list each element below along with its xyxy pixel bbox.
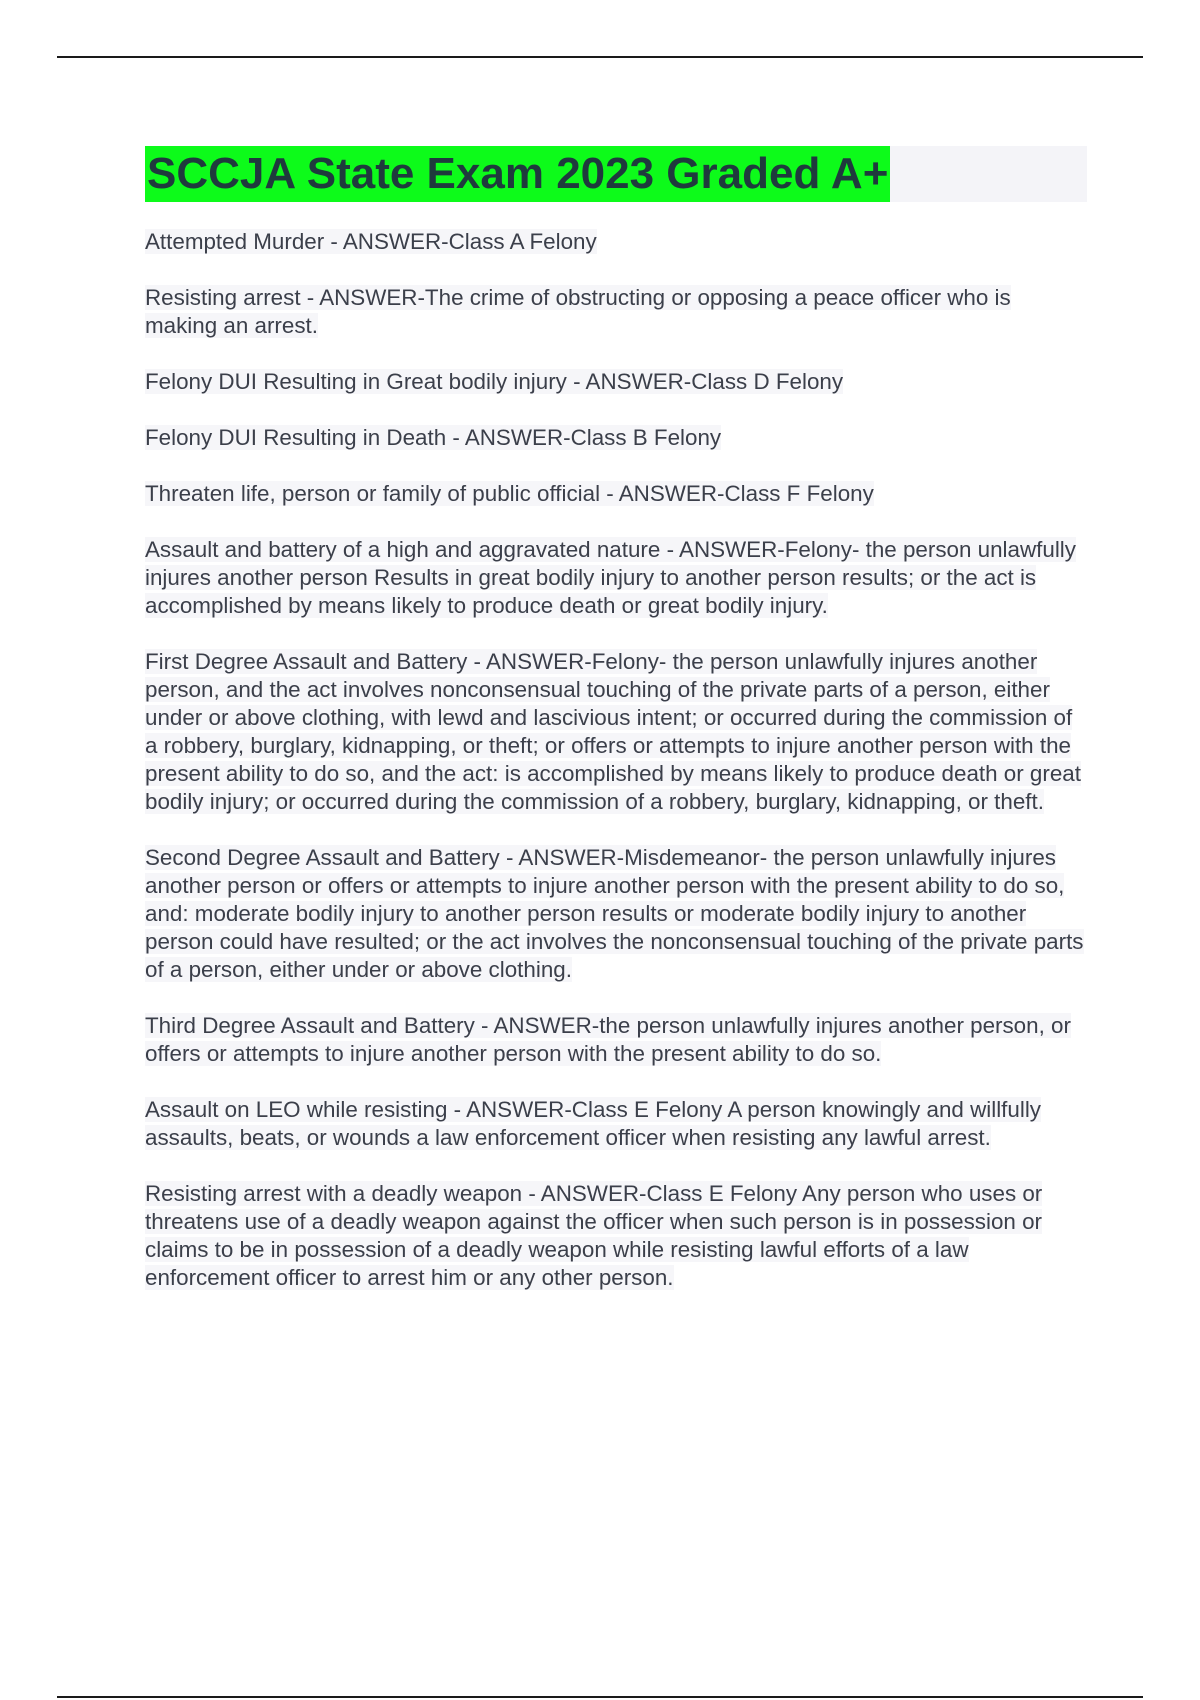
qa-entry: Resisting arrest with a deadly weapon - ANSWER-Class E Felony Any person who uses or threatens use of a deadly weapon against the officer when such person is in possession or claims to be in possession of a deadly weapon while resisting lawful efforts of a law enforcement officer to arrest him or any other person. (145, 1181, 1043, 1290)
qa-entry: First Degree Assault and Battery - ANSWER-Felony- the person unlawfully injures another person, and the act involves nonconsensual touching of the private parts of a person, either under or above clothing, with lewd and lascivious intent; or occurred during the commission of a robbery, burglary, kidnapping, or theft; or offers or attempts to injure another person with the present ability to do so, and the act: is accomplished by means likely to produce death or great bodily injury; or occurred during the commission of a robbery, burglary, kidnapping, or theft. (145, 649, 1081, 814)
qa-entry: Felony DUI Resulting in Great bodily injury - ANSWER-Class D Felony (145, 369, 844, 394)
qa-entry: Third Degree Assault and Battery - ANSWER-the person unlawfully injures another person, or offers or attempts to injure another person with the present ability to do so. (145, 1013, 1071, 1066)
qa-entry: Assault on LEO while resisting - ANSWER-Class E Felony A person knowingly and willfully assaults, beats, or wounds a law enforcement officer when resisting any lawful arrest. (145, 1097, 1041, 1150)
qa-entry: Second Degree Assault and Battery - ANSWER-Misdemeanor- the person unlawfully injures another person or offers or attempts to injure another person with the present ability to do so, and: moderate bodily injury to another person results or moderate bodily injury to another person could have resulted; or the act involves the nonconsensual touching of the private parts of a person, either under or above clothing. (145, 845, 1084, 982)
bottom-rule (57, 1696, 1143, 1698)
document-body (145, 146, 1087, 1320)
qa-entry: Assault and battery of a high and aggravated nature - ANSWER-Felony- the person unlawfully injures another person Results in great bodily injury to another person results; or the act is accomplished by means likely to produce death or great bodily injury. (145, 537, 1076, 618)
qa-entry: Threaten life, person or family of public official - ANSWER-Class F Felony (145, 481, 874, 506)
top-rule (57, 56, 1143, 58)
qa-entry: Felony DUI Resulting in Death - ANSWER-Class B Felony (145, 425, 722, 450)
qa-entry: Resisting arrest - ANSWER-The crime of obstructing or opposing a peace officer who is making an arrest. (145, 285, 1011, 338)
title-band (145, 146, 1087, 202)
document-title: SCCJA State Exam 2023 Graded A+ (145, 146, 890, 202)
qa-entry: Attempted Murder - ANSWER-Class A Felony (145, 229, 597, 254)
